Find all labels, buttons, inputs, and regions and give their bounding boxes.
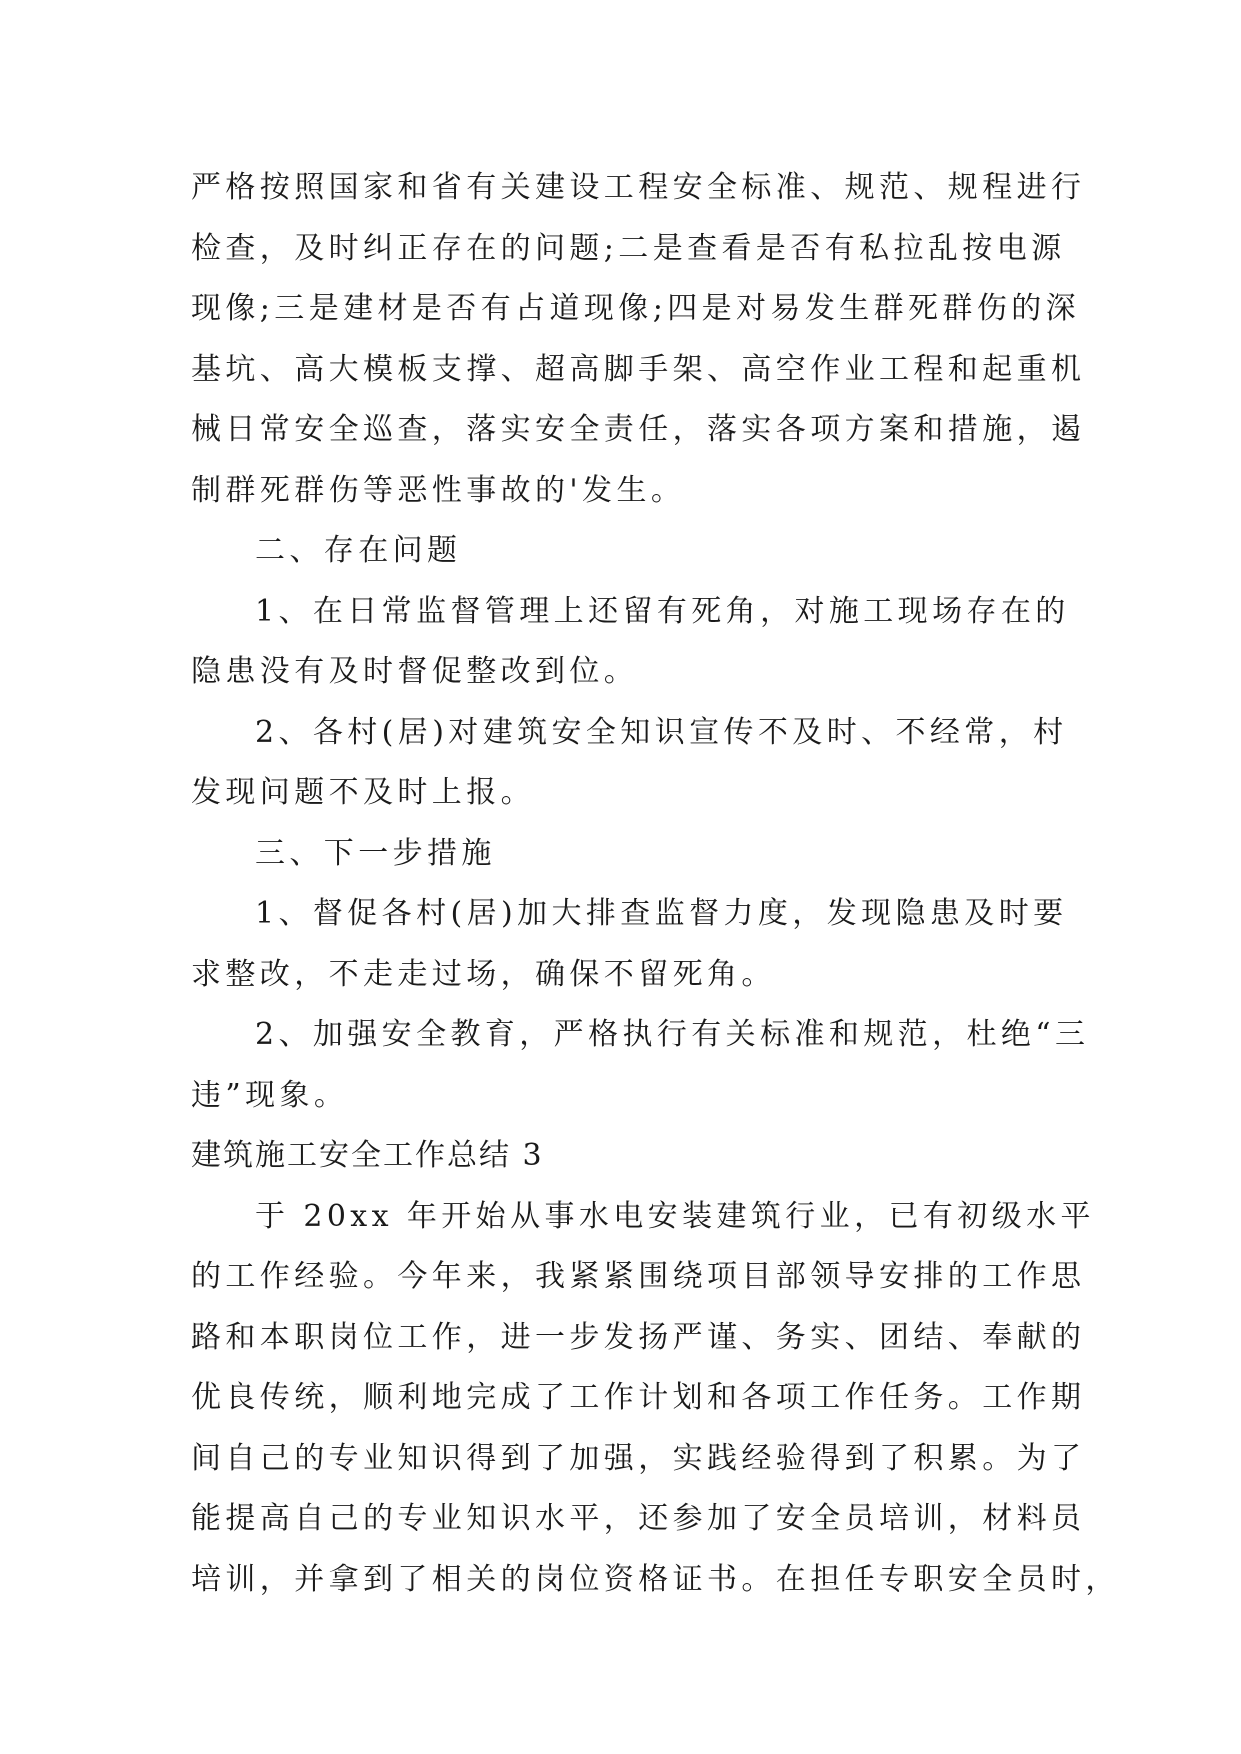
paragraph-line: 的工作经验。今年来，我紧紧围绕项目部领导安排的工作思 xyxy=(191,1259,1086,1294)
paragraph-line: 求整改，不走走过场，确保不留死角。 xyxy=(191,956,776,992)
paragraph-line: 培训，并拿到了相关的岗位资格证书。在担任专职安全员时， xyxy=(191,1561,1120,1597)
paragraph-line: 路和本职岗位工作，进一步发扬严谨、务实、团结、奉献的 xyxy=(191,1319,1086,1355)
section-heading-next-steps: 三、下一步措施 xyxy=(255,835,496,871)
document-body xyxy=(191,158,1120,1610)
paragraph-line: 2、各村(居)对建筑安全知识宣传不及时、不经常，村 xyxy=(255,714,1068,750)
paragraph-line: 能提高自己的专业知识水平，还参加了安全员培训，材料员 xyxy=(191,1501,1086,1536)
document-title: 建筑施工安全工作总结 3 xyxy=(191,1138,544,1173)
paragraph-line: 严格按照国家和省有关建设工程安全标准、规范、规程进行 xyxy=(191,170,1086,205)
paragraph-line: 1、督促各村(居)加大排查监督力度，发现隐患及时要 xyxy=(255,896,1068,931)
paragraph-line: 1、在日常监督管理上还留有死角，对施工现场存在的 xyxy=(255,593,1070,629)
paragraph-line: 于 20xx 年开始从事水电安装建筑行业，已有初级水平 xyxy=(255,1198,1095,1234)
section-heading-problems: 二、存在问题 xyxy=(255,533,462,568)
paragraph-line: 械日常安全巡查，落实安全责任，落实各项方案和措施，遏 xyxy=(191,412,1086,447)
paragraph-line: 违”现象。 xyxy=(191,1077,349,1113)
paragraph-line: 间自己的专业知识得到了加强，实践经验得到了积累。为了 xyxy=(191,1440,1086,1476)
paragraph-line: 优良传统，顺利地完成了工作计划和各项工作任务。工作期 xyxy=(191,1380,1086,1415)
paragraph-line: 基坑、高大模板支撑、超高脚手架、高空作业工程和起重机 xyxy=(191,351,1086,387)
paragraph-line: 隐患没有及时督促整改到位。 xyxy=(191,654,639,689)
paragraph-line: 现像;三是建材是否有占道现像;四是对易发生群死群伤的深 xyxy=(191,291,1081,326)
paragraph-line: 制群死群伤等恶性事故的'发生。 xyxy=(191,472,686,508)
paragraph-line: 检查，及时纠正存在的问题;二是查看是否有私拉乱按电源 xyxy=(191,230,1066,266)
paragraph-line: 发现问题不及时上报。 xyxy=(191,775,535,810)
paragraph-line: 2、加强安全教育，严格执行有关标准和规范，杜绝“三 xyxy=(255,1017,1090,1052)
